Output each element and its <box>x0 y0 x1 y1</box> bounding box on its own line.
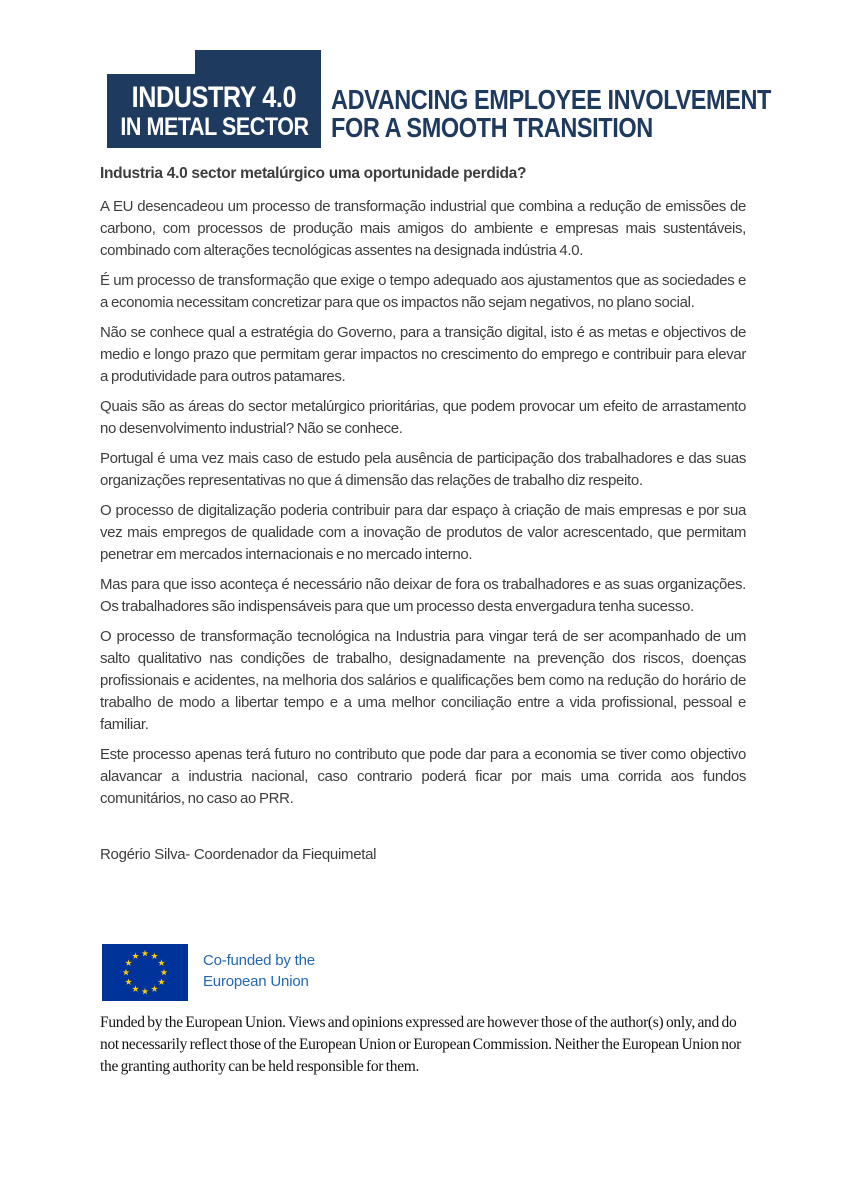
article-body <box>100 163 746 866</box>
industry40-logo <box>107 74 321 148</box>
logo-tab-shape <box>195 50 321 75</box>
paragraph: O processo de digitalização poderia contribuir para dar espaço à criação de mais empresas e por sua vez mais empregos de qualidade com a inovação de produtos de valor acrescentado, que permitam penetrar em mercados internacionais e no mercado interno. <box>100 502 746 563</box>
funding-disclaimer: Funded by the European Union. Views and opinions expressed are however those of the author(s) only, and do not necessarily reflect those of the European Union or European Commission. Neither the European Union nor the granting authority can be held responsible for them. <box>100 1014 742 1075</box>
paragraph: Quais são as áreas do sector metalúrgico prioritárias, que podem provocar um efeito de arrastamento no desenvolvimento industrial? Não se conhece. <box>100 398 746 437</box>
logo-title: INDUSTRY 4.0 <box>131 81 297 114</box>
tagline-line-1: ADVANCING EMPLOYEE INVOLVEMENT <box>331 84 771 115</box>
paragraph: Portugal é uma vez mais caso de estudo pela ausência de participação dos trabalhadores e das suas organizações representativas no que á dimensão das relações de trabalho diz respeito. <box>100 450 746 489</box>
paragraph: Não se conhece qual a estratégia do Governo, para a transição digital, isto é as metas e objectivos de medio e longo prazo que permitam gerar impactos no crescimento do emprego e contribuir para elevar a produtividade para outros patamares. <box>100 324 746 385</box>
paragraph: O processo de transformação tecnológica na Industria para vingar terá de ser acompanhado de um salto qualitativo nas condições de trabalho, designadamente na prevenção dos riscos, doenças profissionais e acidentes, na melhoria dos salários e qualificações bem como na redução do horário de trabalho de modo a libertar tempo e a uma melhor conciliação entre a vida profissional, pessoal e familiar. <box>100 628 746 733</box>
cofunded-label: Co-funded by the European Union <box>203 952 315 990</box>
tagline-line-2: FOR A SMOOTH TRANSITION <box>331 112 653 143</box>
author-signature: Rogério Silva- Coordenador da Fiequimetal <box>100 846 377 863</box>
paragraph: Mas para que isso aconteça é necessário não deixar de fora os trabalhadores e as suas organizações. Os trabalhadores são indispensáveis para que um processo desta envergadura tenha sucesso. <box>100 576 746 615</box>
paragraph: É um processo de transformação que exige o tempo adequado aos ajustamentos que as sociedades e a economia necessitam concretizar para que os impactos não sejam negativos, no plano social. <box>100 272 746 311</box>
eu-funding-block <box>102 944 333 1001</box>
paragraph: Este processo apenas terá futuro no contributo que pode dar para a economia se tiver como objectivo alavancar a industria nacional, caso contrario poderá ficar por mais uma corrida aos fundos comunitários, no caso ao PRR. <box>100 746 746 807</box>
article-heading: Industria 4.0 sector metalúrgico uma oportunidade perdida? <box>100 165 527 182</box>
project-tagline <box>331 86 848 142</box>
eu-flag-icon <box>102 944 188 1001</box>
logo-subtitle: IN METAL SECTOR <box>119 113 309 141</box>
paragraph: A EU desencadeou um processo de transformação industrial que combina a redução de emissões de carbono, com processos de produção mais amigos do ambiente e empresas mais sustentáveis, combinado com alterações tecnológicas assentes na designada indústria 4.0. <box>100 198 746 259</box>
